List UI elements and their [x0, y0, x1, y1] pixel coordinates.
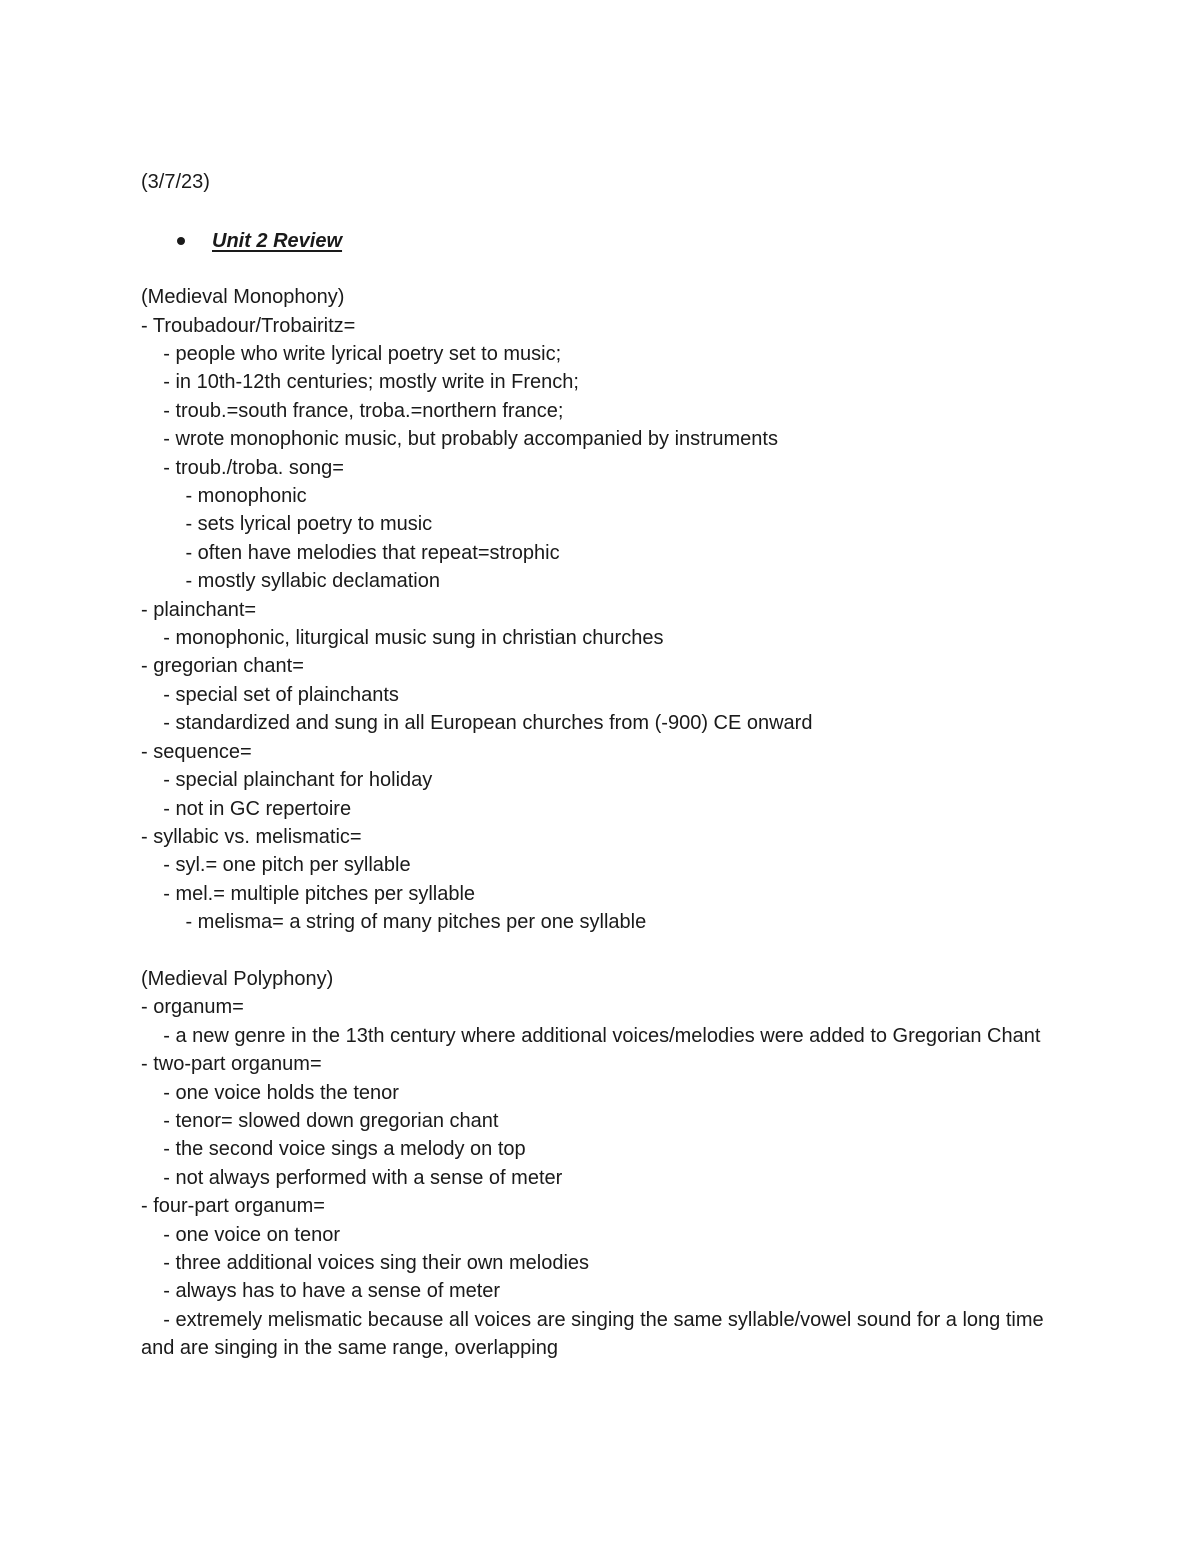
note-line: - the second voice sings a melody on top — [141, 1138, 526, 1161]
review-heading-row — [141, 227, 1071, 255]
monophony-notes — [141, 312, 1071, 937]
note-line: - sets lyrical poetry to music — [141, 513, 433, 536]
note-line: - one voice holds the tenor — [141, 1081, 399, 1104]
note-line: - plainchant= — [141, 598, 257, 621]
note-line: - organum= — [141, 996, 244, 1019]
note-line: - monophonic — [141, 485, 307, 508]
note-paragraph: - a new genre in the 13th century where additional voices/melodies were added to Gregorian Chant — [141, 1024, 1041, 1047]
bullet-icon — [177, 237, 185, 245]
note-line: - melisma= a string of many pitches per one syllable — [141, 911, 647, 934]
note-line: - monophonic, liturgical music sung in christian churches — [141, 627, 664, 650]
spacer — [141, 257, 1071, 283]
date-line: (3/7/23) — [141, 171, 210, 193]
note-line: - troub.=south france, troba.=northern france; — [141, 399, 564, 422]
note-line: - not in GC repertoire — [141, 797, 352, 820]
note-line: - tenor= slowed down gregorian chant — [141, 1109, 499, 1132]
note-line: - standardized and sung in all European churches from (-900) CE onward — [141, 712, 813, 735]
note-line: - often have melodies that repeat=strophic — [141, 541, 560, 564]
note-line: - in 10th-12th centuries; mostly write in French; — [141, 371, 579, 394]
note-line: - four-part organum= — [141, 1195, 325, 1218]
note-line: - not always performed with a sense of meter — [141, 1166, 563, 1189]
polyphony-notes — [141, 993, 1071, 1362]
note-line: - special set of plainchants — [141, 683, 399, 706]
note-line: - always has to have a sense of meter — [141, 1280, 501, 1303]
note-line: - mel.= multiple pitches per syllable — [141, 882, 476, 905]
monophony-section-title: (Medieval Monophony) — [141, 286, 345, 309]
note-line: - Troubadour/Trobairitz= — [141, 314, 356, 337]
note-line: - two-part organum= — [141, 1053, 322, 1076]
spacer — [141, 937, 1071, 965]
note-line: - gregorian chant= — [141, 655, 304, 678]
note-line: - troub./troba. song= — [141, 456, 344, 479]
note-line: - syllabic vs. melismatic= — [141, 825, 362, 848]
note-paragraph: - extremely melismatic because all voices are singing the same syllable/vowel sound for a long time and are singing in the same range, overlapping — [141, 1308, 1050, 1360]
note-line: - special plainchant for holiday — [141, 769, 433, 792]
polyphony-section-title: (Medieval Polyphony) — [141, 967, 334, 990]
review-heading: Unit 2 Review — [212, 229, 343, 252]
spacer — [141, 196, 1071, 224]
note-line: - sequence= — [141, 740, 252, 763]
note-line: - three additional voices sing their own melodies — [141, 1251, 590, 1274]
note-line: - one voice on tenor — [141, 1223, 341, 1246]
note-line: - wrote monophonic music, but probably accompanied by instruments — [141, 428, 778, 451]
note-line: - people who write lyrical poetry set to music; — [141, 343, 562, 365]
note-line: - syl.= one pitch per syllable — [141, 854, 411, 877]
note-line: - mostly syllabic declamation — [141, 570, 440, 593]
document-page — [141, 168, 1071, 1363]
